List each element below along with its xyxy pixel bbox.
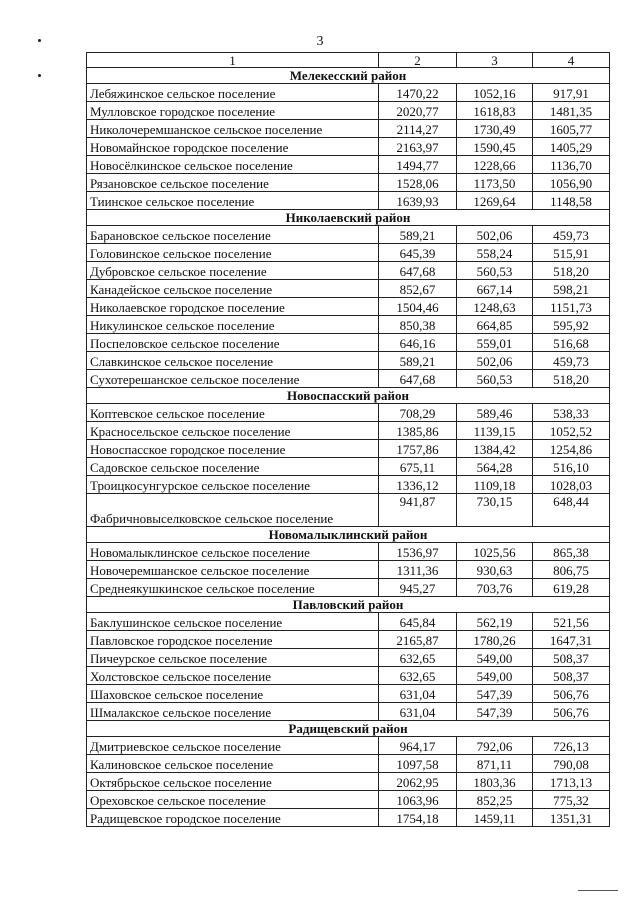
- value-col-4: 1028,03: [533, 476, 610, 494]
- value-col-4: 516,10: [533, 458, 610, 476]
- value-col-2: 1639,93: [379, 192, 457, 210]
- value-col-2: 852,67: [379, 280, 457, 298]
- value-col-2: 1757,86: [379, 440, 457, 458]
- district-header-row: [87, 527, 610, 543]
- settlement-name: Коптевское сельское поселение: [87, 404, 379, 422]
- value-col-3: 792,06: [457, 737, 533, 755]
- value-col-2: 1311,36: [379, 561, 457, 579]
- value-col-4: 790,08: [533, 755, 610, 773]
- value-col-2: 1528,06: [379, 174, 457, 192]
- settlement-name: Ореховское сельское поселение: [87, 791, 379, 809]
- table-row: [87, 476, 610, 494]
- value-col-2: 589,21: [379, 352, 457, 370]
- value-col-3: 564,28: [457, 458, 533, 476]
- district-header-row: [87, 210, 610, 226]
- table-row: [87, 192, 610, 210]
- value-col-2: 1336,12: [379, 476, 457, 494]
- value-col-2: 589,21: [379, 226, 457, 244]
- table-row: [87, 631, 610, 649]
- settlement-name: Никулинское сельское поселение: [87, 316, 379, 334]
- settlement-name: Барановское сельское поселение: [87, 226, 379, 244]
- settlement-name: Холстовское сельское поселение: [87, 667, 379, 685]
- value-col-2: 1494,77: [379, 156, 457, 174]
- value-col-2: 1385,86: [379, 422, 457, 440]
- table-row: [87, 138, 610, 156]
- value-col-4: 506,76: [533, 685, 610, 703]
- settlement-name: Радищевское городское поселение: [87, 809, 379, 827]
- settlement-name: Рязановское сельское поселение: [87, 174, 379, 192]
- value-col-3: 1228,66: [457, 156, 533, 174]
- value-col-3: 852,25: [457, 791, 533, 809]
- value-col-3: 502,06: [457, 226, 533, 244]
- value-col-3: 1173,50: [457, 174, 533, 192]
- value-col-3: 562,19: [457, 613, 533, 631]
- value-col-4: 1254,86: [533, 440, 610, 458]
- table-row: [87, 685, 610, 703]
- settlement-name: Садовское сельское поселение: [87, 458, 379, 476]
- value-col-2: 646,16: [379, 334, 457, 352]
- table-row: [87, 809, 610, 827]
- value-col-3: 560,53: [457, 262, 533, 280]
- value-col-3: 1269,64: [457, 192, 533, 210]
- value-col-4: 1605,77: [533, 120, 610, 138]
- value-col-4: 459,73: [533, 352, 610, 370]
- district-name: Павловский район: [87, 597, 610, 613]
- header-col-1: 1: [87, 53, 379, 68]
- table-row: [87, 84, 610, 102]
- value-col-3: 1459,11: [457, 809, 533, 827]
- value-col-2: 1754,18: [379, 809, 457, 827]
- settlement-name: Красносельское сельское поселение: [87, 422, 379, 440]
- district-name: Николаевский район: [87, 210, 610, 226]
- settlement-name: Новосёлкинское сельское поселение: [87, 156, 379, 174]
- settlement-name: Новомалыклинское сельское поселение: [87, 543, 379, 561]
- value-col-4: 1151,73: [533, 298, 610, 316]
- value-col-4: 1056,90: [533, 174, 610, 192]
- value-col-2: 647,68: [379, 370, 457, 388]
- table-row: [87, 226, 610, 244]
- table-row: [87, 667, 610, 685]
- value-col-3: 1109,18: [457, 476, 533, 494]
- settlement-name: Лебяжинское сельское поселение: [87, 84, 379, 102]
- value-col-3: 549,00: [457, 649, 533, 667]
- value-col-4: 1052,52: [533, 422, 610, 440]
- settlement-name: Павловское городское поселение: [87, 631, 379, 649]
- value-col-2: 941,87: [379, 494, 457, 527]
- value-col-4: 521,56: [533, 613, 610, 631]
- value-col-2: 1470,22: [379, 84, 457, 102]
- value-col-2: 708,29: [379, 404, 457, 422]
- table-row: [87, 334, 610, 352]
- settlement-name: Пичеурское сельское поселение: [87, 649, 379, 667]
- settlement-name: Фабричновыселковское сельское поселение: [87, 494, 379, 527]
- footer-line: [578, 890, 618, 891]
- settlement-name: Троицкосунгурское сельское поселение: [87, 476, 379, 494]
- value-col-4: 516,68: [533, 334, 610, 352]
- value-col-4: 865,38: [533, 543, 610, 561]
- header-col-4: 4: [533, 53, 610, 68]
- value-col-2: 2062,95: [379, 773, 457, 791]
- value-col-4: 648,44: [533, 494, 610, 527]
- value-col-2: 1097,58: [379, 755, 457, 773]
- settlement-name: Николочеремшанское сельское поселение: [87, 120, 379, 138]
- table-row: [87, 262, 610, 280]
- district-header-row: [87, 721, 610, 737]
- value-col-3: 1730,49: [457, 120, 533, 138]
- table-row: [87, 404, 610, 422]
- value-col-3: 559,01: [457, 334, 533, 352]
- settlement-name: Шаховское сельское поселение: [87, 685, 379, 703]
- table-body: [87, 53, 610, 827]
- value-col-3: 502,06: [457, 352, 533, 370]
- table-row: [87, 791, 610, 809]
- settlement-name: Калиновское сельское поселение: [87, 755, 379, 773]
- district-name: Новоспасский район: [87, 388, 610, 404]
- value-col-3: 1052,16: [457, 84, 533, 102]
- table-row: [87, 561, 610, 579]
- value-col-4: 619,28: [533, 579, 610, 597]
- value-col-3: 1384,42: [457, 440, 533, 458]
- settlement-name: Дубровское сельское поселение: [87, 262, 379, 280]
- table-row: [87, 102, 610, 120]
- value-col-4: 508,37: [533, 649, 610, 667]
- value-col-3: 871,11: [457, 755, 533, 773]
- settlement-name: Среднеякушкинское сельское поселение: [87, 579, 379, 597]
- table-row: [87, 156, 610, 174]
- value-col-2: 2114,27: [379, 120, 457, 138]
- value-col-4: 1148,58: [533, 192, 610, 210]
- table-row: [87, 737, 610, 755]
- settlement-name: Головинское сельское поселение: [87, 244, 379, 262]
- value-col-3: 1590,45: [457, 138, 533, 156]
- table-row: [87, 422, 610, 440]
- table-row: [87, 613, 610, 631]
- settlement-name: Канадейское сельское поселение: [87, 280, 379, 298]
- value-col-4: 726,13: [533, 737, 610, 755]
- page-number: 3: [316, 34, 324, 49]
- value-col-4: 538,33: [533, 404, 610, 422]
- value-col-2: 2165,87: [379, 631, 457, 649]
- table-row: [87, 440, 610, 458]
- settlement-name: Баклушинское сельское поселение: [87, 613, 379, 631]
- value-col-2: 1536,97: [379, 543, 457, 561]
- table-row: [87, 280, 610, 298]
- district-header-row: [87, 597, 610, 613]
- value-col-2: 645,39: [379, 244, 457, 262]
- table-row: [87, 543, 610, 561]
- table-row: [87, 352, 610, 370]
- value-col-3: 1780,26: [457, 631, 533, 649]
- value-col-2: 850,38: [379, 316, 457, 334]
- value-col-3: 667,14: [457, 280, 533, 298]
- value-col-2: 2020,77: [379, 102, 457, 120]
- settlement-name: Шмалакское сельское поселение: [87, 703, 379, 721]
- settlement-name: Поспеловское сельское поселение: [87, 334, 379, 352]
- settlement-name: Николаевское городское поселение: [87, 298, 379, 316]
- value-col-3: 1618,83: [457, 102, 533, 120]
- table-header-row: [87, 53, 610, 68]
- value-col-4: 1481,35: [533, 102, 610, 120]
- value-col-3: 1803,36: [457, 773, 533, 791]
- settlement-name: Дмитриевское сельское поселение: [87, 737, 379, 755]
- value-col-3: 930,63: [457, 561, 533, 579]
- value-col-3: 558,24: [457, 244, 533, 262]
- value-col-3: 1248,63: [457, 298, 533, 316]
- value-col-4: 775,32: [533, 791, 610, 809]
- settlement-name: Новочеремшанское сельское поселение: [87, 561, 379, 579]
- value-col-4: 1351,31: [533, 809, 610, 827]
- settlement-name: Славкинское сельское поселение: [87, 352, 379, 370]
- district-name: Мелекесский район: [87, 68, 610, 84]
- value-col-4: 515,91: [533, 244, 610, 262]
- settlement-name: Октябрьское сельское поселение: [87, 773, 379, 791]
- district-header-row: [87, 68, 610, 84]
- margin-mark: [38, 74, 41, 77]
- value-col-3: 1139,15: [457, 422, 533, 440]
- value-col-2: 1504,46: [379, 298, 457, 316]
- value-col-4: 508,37: [533, 667, 610, 685]
- table-row: [87, 244, 610, 262]
- table-row: [87, 703, 610, 721]
- district-name: Радищевский район: [87, 721, 610, 737]
- value-col-2: 645,84: [379, 613, 457, 631]
- value-col-3: 589,46: [457, 404, 533, 422]
- value-col-3: 1025,56: [457, 543, 533, 561]
- value-col-4: 1647,31: [533, 631, 610, 649]
- data-table: [86, 52, 610, 827]
- table-row: [87, 755, 610, 773]
- value-col-4: 1713,13: [533, 773, 610, 791]
- settlement-name: Тиинское сельское поселение: [87, 192, 379, 210]
- table-row: [87, 458, 610, 476]
- value-col-2: 632,65: [379, 649, 457, 667]
- settlement-name: Новомайнское городское поселение: [87, 138, 379, 156]
- district-header-row: [87, 388, 610, 404]
- table-row: [87, 579, 610, 597]
- value-col-2: 1063,96: [379, 791, 457, 809]
- value-col-4: 1136,70: [533, 156, 610, 174]
- value-col-4: 917,91: [533, 84, 610, 102]
- table-row: [87, 298, 610, 316]
- table-row: [87, 174, 610, 192]
- table-row: [87, 773, 610, 791]
- value-col-4: 598,21: [533, 280, 610, 298]
- table-row: [87, 370, 610, 388]
- table-row: [87, 120, 610, 138]
- value-col-4: 506,76: [533, 703, 610, 721]
- value-col-4: 595,92: [533, 316, 610, 334]
- value-col-3: 549,00: [457, 667, 533, 685]
- value-col-3: 703,76: [457, 579, 533, 597]
- header-col-3: 3: [457, 53, 533, 68]
- value-col-2: 964,17: [379, 737, 457, 755]
- value-col-4: 806,75: [533, 561, 610, 579]
- value-col-3: 547,39: [457, 685, 533, 703]
- value-col-2: 631,04: [379, 703, 457, 721]
- table-row: [87, 316, 610, 334]
- value-col-3: 560,53: [457, 370, 533, 388]
- table-row: [87, 494, 610, 527]
- table-row: [87, 649, 610, 667]
- value-col-3: 547,39: [457, 703, 533, 721]
- value-col-3: 664,85: [457, 316, 533, 334]
- value-col-2: 647,68: [379, 262, 457, 280]
- value-col-4: 518,20: [533, 262, 610, 280]
- settlement-name: Мулловское городское поселение: [87, 102, 379, 120]
- settlement-name: Новоспасское городское поселение: [87, 440, 379, 458]
- value-col-4: 1405,29: [533, 138, 610, 156]
- value-col-2: 2163,97: [379, 138, 457, 156]
- district-name: Новомалыклинский район: [87, 527, 610, 543]
- value-col-4: 518,20: [533, 370, 610, 388]
- header-col-2: 2: [379, 53, 457, 68]
- value-col-3: 730,15: [457, 494, 533, 527]
- value-col-2: 632,65: [379, 667, 457, 685]
- value-col-2: 675,11: [379, 458, 457, 476]
- settlement-name: Сухотерешанское сельское поселение: [87, 370, 379, 388]
- value-col-4: 459,73: [533, 226, 610, 244]
- value-col-2: 945,27: [379, 579, 457, 597]
- value-col-2: 631,04: [379, 685, 457, 703]
